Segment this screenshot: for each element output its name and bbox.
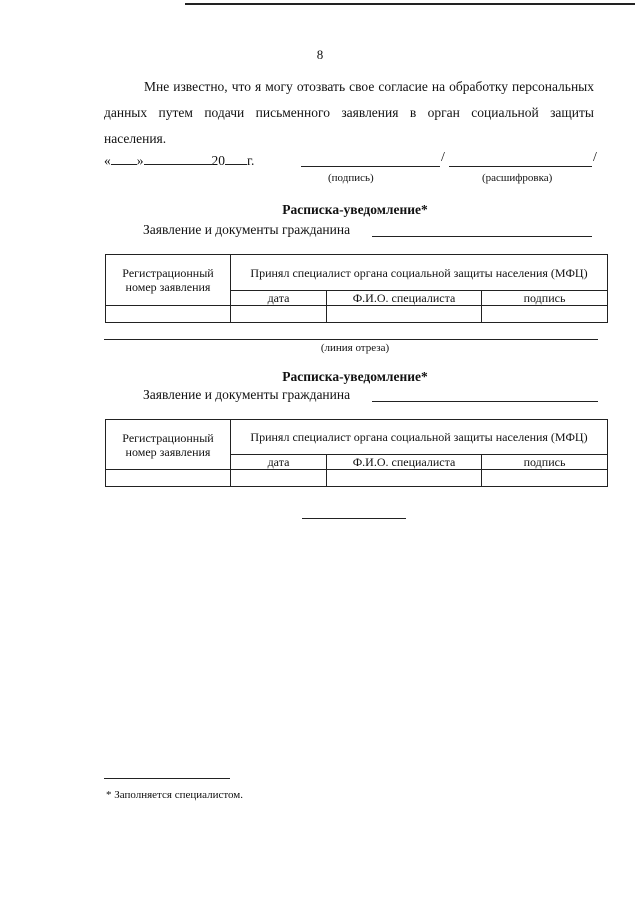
day-blank[interactable] xyxy=(111,152,137,165)
reg-number-header: Регистрационный номер заявления xyxy=(106,255,231,306)
receipt-1-table xyxy=(105,254,608,323)
receipt-2-fill-line[interactable] xyxy=(372,401,598,402)
date-cell[interactable] xyxy=(231,306,327,323)
reg-number-cell[interactable] xyxy=(106,306,231,323)
receipt-2-table xyxy=(105,419,608,487)
decoding-line[interactable] xyxy=(449,166,592,167)
reg-number-header: Регистрационный номер заявления xyxy=(106,420,231,470)
year-prefix: 20 xyxy=(211,153,225,168)
year-suffix: г. xyxy=(247,153,255,168)
receipt-2-subline: Заявление и документы гражданина xyxy=(143,387,351,402)
col-signature: подпись xyxy=(482,291,608,306)
year-blank[interactable] xyxy=(225,152,247,165)
col-name: Ф.И.О. специалиста xyxy=(327,455,482,470)
cut-line xyxy=(104,339,598,340)
decoding-caption: (расшифровка) xyxy=(482,172,553,184)
receipt-1-subline: Заявление и документы гражданина xyxy=(143,222,351,237)
date-line xyxy=(104,152,254,169)
col-date: дата xyxy=(231,291,327,306)
name-cell[interactable] xyxy=(327,470,482,487)
accepted-header: Принял специалист органа социальной защиты населения (МФЦ) xyxy=(231,255,608,291)
signature-cell[interactable] xyxy=(482,306,608,323)
consent-paragraph: Мне известно, что я могу отозвать свое согласие на обработку персональных данных путем подачи письменного заявления в орган социальной защиты населения. xyxy=(104,79,594,146)
receipt-1-heading: Расписка-уведомление* xyxy=(282,202,428,217)
date-cell[interactable] xyxy=(231,470,327,487)
page-number: 8 xyxy=(316,47,324,62)
signature-cell[interactable] xyxy=(482,470,608,487)
col-signature: подпись xyxy=(482,455,608,470)
close-quote: » xyxy=(136,153,144,168)
reg-number-cell[interactable] xyxy=(106,470,231,487)
open-quote: « xyxy=(104,153,111,168)
top-rule xyxy=(185,3,635,5)
name-cell[interactable] xyxy=(327,306,482,323)
end-rule xyxy=(302,518,406,519)
decoding-slash: / xyxy=(593,150,597,165)
accepted-header: Принял специалист органа социальной защиты населения (МФЦ) xyxy=(231,420,608,455)
col-date: дата xyxy=(231,455,327,470)
signature-slash: / xyxy=(441,150,445,165)
month-blank[interactable] xyxy=(144,152,212,165)
footnote-rule xyxy=(104,778,230,779)
receipt-1-fill-line[interactable] xyxy=(372,236,592,237)
receipt-2-heading: Расписка-уведомление* xyxy=(282,369,428,384)
cut-line-caption: (линия отреза) xyxy=(320,342,390,354)
col-name: Ф.И.О. специалиста xyxy=(327,291,482,306)
signature-caption: (подпись) xyxy=(328,172,374,184)
footnote: * Заполняется специалистом. xyxy=(106,789,244,801)
signature-line[interactable] xyxy=(301,166,440,167)
